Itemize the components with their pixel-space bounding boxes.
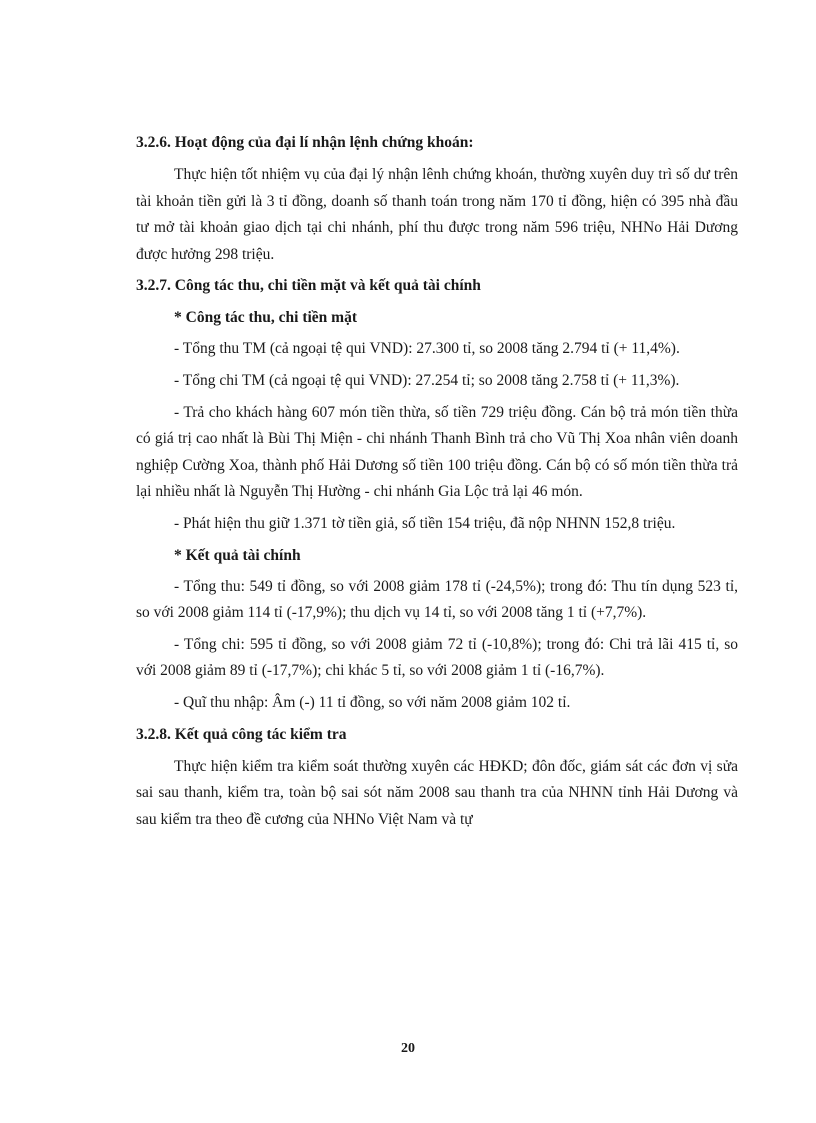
total-cash-out-paragraph: - Tổng chi TM (cả ngoại tệ qui VND): 27.254 tỉ; so 2008 tăng 2.758 tỉ (+ 11,3%). bbox=[174, 371, 680, 389]
section-3-2-8-paragraph: Thực hiện kiểm tra kiểm soát thường xuyên các HĐKD; đôn đốc, giám sát các đơn vị sửa sai sau thanh, kiểm tra, toàn bộ sai sót năm 2008 sau thanh tra của NHNN tỉnh Hải Dương và sau kiểm tra theo đề cương của NHNo Việt Nam và tự bbox=[136, 757, 738, 828]
cash-subheading: * Công tác thu, chi tiền mặt bbox=[174, 309, 357, 327]
total-cash-in-paragraph: - Tổng thu TM (cả ngoại tệ qui VND): 27.300 tỉ, so 2008 tăng 2.794 tỉ (+ 11,4%). bbox=[174, 340, 680, 358]
counterfeit-paragraph: - Phát hiện thu giữ 1.371 tờ tiền giả, số tiền 154 triệu, đã nộp NHNN 152,8 triệu. bbox=[174, 514, 676, 532]
document-body bbox=[136, 130, 738, 838]
financial-results-subheading: * Kết quả tài chính bbox=[174, 546, 301, 564]
section-3-2-8-heading: 3.2.8. Kết quả công tác kiểm tra bbox=[136, 725, 347, 743]
income-fund-paragraph: - Quĩ thu nhập: Âm (-) 11 tỉ đồng, so với năm 2008 giảm 102 tỉ. bbox=[174, 693, 571, 711]
total-income-paragraph: - Tổng thu: 549 tỉ đồng, so với 2008 giảm 178 tỉ (-24,5%); trong đó: Thu tín dụng 523 tỉ, so với 2008 giảm 114 tỉ (-17,9%); thu dịch vụ 14 tỉ, so với 2008 tăng 1 tỉ (+7,7%). bbox=[136, 577, 738, 622]
section-3-2-6-heading: 3.2.6. Hoạt động của đại lí nhận lệnh chứng khoán: bbox=[136, 134, 474, 151]
excess-money-paragraph: - Trả cho khách hàng 607 món tiền thừa, số tiền 729 triệu đồng. Cán bộ trả món tiền thừa có giá trị cao nhất là Bùi Thị Miện - chi nhánh Thanh Bình trả cho Vũ Thị Xoa nhân viên doanh nghiệp Cường Xoa, thành phố Hải Dương số tiền 100 triệu đồng. Cán bộ có số món tiền thừa trả lại nhiều nhất là Nguyễn Thị Hường - chi nhánh Gia Lộc trả lại 46 món. bbox=[136, 403, 738, 501]
section-3-2-6-paragraph: Thực hiện tốt nhiệm vụ của đại lý nhận lênh chứng khoán, thường xuyên duy trì số dư trên tài khoản tiền gửi là 3 tỉ đồng, doanh số thanh toán trong năm 170 tỉ đồng, hiện có 395 nhà đầu tư mở tài khoản giao dịch tại chi nhánh, phí thu được trong năm 596 triệu, NHNo Hải Dương được hưởng 298 triệu. bbox=[136, 166, 738, 263]
section-3-2-7-heading: 3.2.7. Công tác thu, chi tiền mặt và kết quả tài chính bbox=[136, 277, 481, 295]
page-number: 20 bbox=[401, 1041, 415, 1056]
total-expense-paragraph: - Tổng chi: 595 tỉ đồng, so với 2008 giảm 72 tỉ (-10,8%); trong đó: Chi trả lãi 415 tỉ, so với 2008 giảm 89 tỉ (-17,7%); chi khác 5 tỉ, so với 2008 giảm 1 tỉ (-16,7%). bbox=[136, 635, 738, 680]
